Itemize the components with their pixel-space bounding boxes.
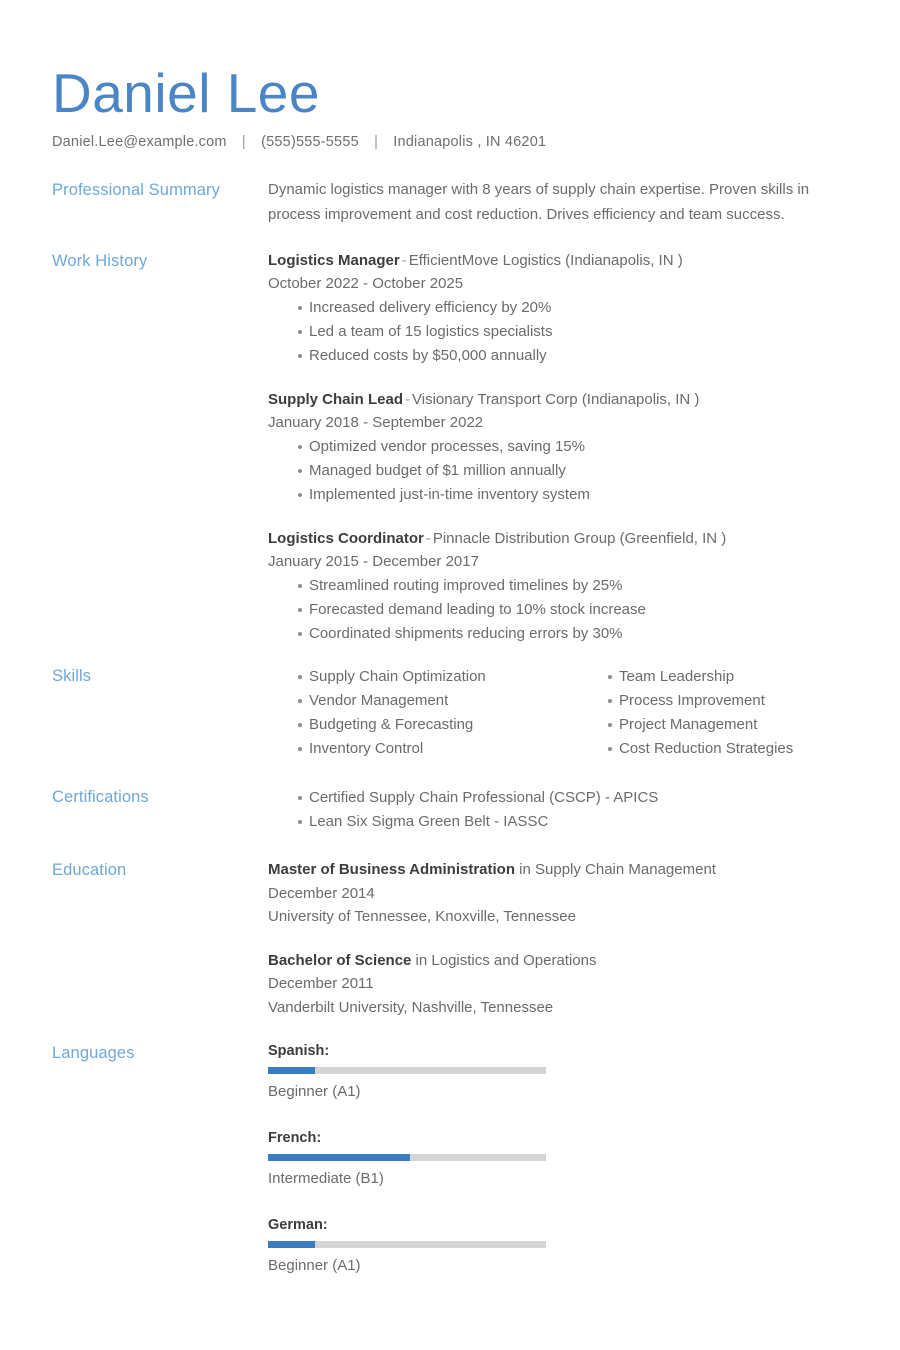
job-title: Supply Chain Lead [268,391,404,408]
language-name: German: [268,1217,328,1233]
certification-item: Lean Six Sigma Green Belt - IASSC [298,810,848,834]
education-date: December 2014 [268,884,375,902]
skill-item: Inventory Control [298,737,578,761]
skill-item: Supply Chain Optimization [298,665,578,689]
job-bullet: Implemented just-in-time inventory system [298,483,848,507]
work-history-entry [268,249,848,368]
section-professional-summary [52,178,848,227]
skill-item: Cost Reduction Strategies [608,737,848,761]
skills-list [578,665,848,761]
section-body-skills [268,664,848,761]
language-proficiency-fill [268,1154,410,1161]
contact-separator-2: | [374,134,379,150]
language-proficiency-track [268,1067,546,1074]
education-school: University of Tennessee, Knoxville, Tennessee [268,908,576,925]
job-company: Visionary Transport Corp (Indianapolis, IN ) [412,391,700,408]
job-dash: - [401,252,407,269]
education-date: December 2011 [268,975,374,992]
job-headline [268,249,848,272]
language-item-spanish [268,1041,566,1102]
job-bullet: Reduced costs by $50,000 annually [298,344,848,368]
job-bullet-list [268,435,848,507]
job-bullet: Increased delivery efficiency by 20% [298,296,848,320]
contact-separator-1: | [241,134,246,150]
education-entry [268,949,848,1020]
job-headline [268,527,848,550]
job-bullet: Coordinated shipments reducing errors by 30% [298,622,848,646]
job-bullet: Streamlined routing improved timelines by 25% [298,574,848,598]
contact-line [52,132,848,152]
education-entry [268,858,848,929]
skill-item: Budgeting & Forecasting [298,713,578,737]
summary-text: Dynamic logistics manager with 8 years of supply chain expertise. Proven skills in process improvement and cost reduction. Drives efficiency and team success. [268,181,810,223]
section-education [52,858,848,1019]
job-bullet-list [268,296,848,368]
education-field: in Logistics and Operations [411,951,597,969]
job-title: Logistics Coordinator [268,530,424,547]
section-body-work-history [268,249,848,646]
work-history-entry [268,388,848,507]
language-proficiency-fill [268,1067,315,1074]
education-field: in Supply Chain Management [515,861,716,878]
section-skills [52,664,848,761]
candidate-name: Daniel Lee [52,62,320,124]
skills-column-two [578,664,848,761]
section-body-professional-summary [268,178,848,227]
section-label-certifications: Certifications [52,788,149,806]
education-school: Vanderbilt University, Nashville, Tennessee [268,998,554,1016]
skills-column-one [268,664,578,761]
section-label-skills: Skills [52,667,92,685]
section-body-education [268,858,848,1019]
language-name: French: [268,1130,322,1146]
contact-phone: (555)555-5555 [261,134,359,150]
skill-item: Project Management [608,713,848,737]
language-level: Beginner (A1) [268,1257,361,1274]
job-dash: - [405,391,411,408]
education-degree-line [268,949,848,973]
section-work-history [52,249,848,646]
job-bullet: Managed budget of $1 million annually [298,459,848,483]
job-dates: January 2018 - September 2022 [268,414,484,431]
section-label-education: Education [52,861,127,879]
section-certifications [52,785,848,834]
skill-item: Team Leadership [608,665,848,689]
resume-header [52,62,848,152]
contact-location: Indianapolis , IN 46201 [393,134,547,150]
language-item-french [268,1128,566,1189]
education-degree: Bachelor of Science [268,951,412,969]
job-dash: - [425,530,431,547]
job-bullet: Led a team of 15 logistics specialists [298,320,848,344]
language-item-german [268,1215,566,1276]
languages-grid [268,1041,848,1302]
section-label-languages: Languages [52,1044,135,1062]
certification-item: Certified Supply Chain Professional (CSCP) - APICS [298,786,848,810]
job-dates: January 2015 - December 2017 [268,553,479,570]
section-languages [52,1041,848,1302]
education-degree: Master of Business Administration [268,861,515,878]
skill-item: Vendor Management [298,689,578,713]
section-label-professional-summary: Professional Summary [52,181,220,199]
work-history-entry [268,527,848,646]
skills-list [268,665,578,761]
language-name: Spanish: [268,1043,330,1059]
job-bullet: Optimized vendor processes, saving 15% [298,435,848,459]
job-headline [268,388,848,411]
skill-item: Process Improvement [608,689,848,713]
section-body-languages [268,1041,848,1302]
job-company: Pinnacle Distribution Group (Greenfield, IN ) [432,530,727,547]
education-degree-line [268,858,848,882]
language-level: Beginner (A1) [268,1083,361,1100]
job-bullet-list [268,574,848,646]
job-bullet: Forecasted demand leading to 10% stock increase [298,598,848,622]
contact-email: Daniel.Lee@example.com [52,134,227,150]
language-proficiency-track [268,1241,546,1248]
language-proficiency-track [268,1154,546,1161]
job-company: EfficientMove Logistics (Indianapolis, IN ) [408,252,683,269]
job-dates: October 2022 - October 2025 [268,275,464,292]
language-level: Intermediate (B1) [268,1170,384,1187]
skills-columns [268,664,848,761]
certifications-list [268,786,848,834]
section-label-work-history: Work History [52,252,148,270]
language-proficiency-fill [268,1241,315,1248]
section-body-certifications [268,785,848,834]
job-title: Logistics Manager [268,252,400,269]
